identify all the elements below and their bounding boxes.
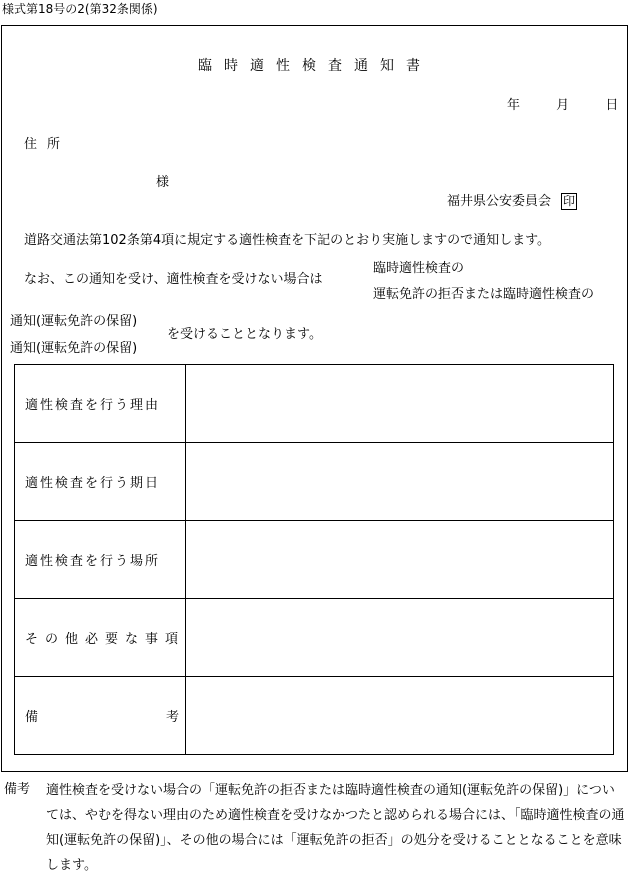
row-label: 備 考 <box>15 677 186 755</box>
table-row <box>15 677 614 755</box>
consequence-option-2: 運転免許の拒否または臨時適性検査の <box>373 287 595 302</box>
issuer-line <box>447 190 577 210</box>
table-row <box>15 365 614 443</box>
row-value[interactable] <box>186 365 614 443</box>
honorific: 様 <box>156 175 170 190</box>
issuer-name: 福井県公安委員会 <box>447 194 552 209</box>
remarks-text: 適性検査を受けない場合の「運転免許の拒否または臨時適性検査の通知(運転免許の保留)」については、やむを得ない理由のため適性検査を受けなかつたと認められる場合には、「臨時適性検査の通知(運転免許の保留)」、その他の場合には「運転免許の拒否」の処分を受けることとなることを意味します。 <box>46 783 625 873</box>
month-label: 月 <box>556 98 570 113</box>
consequence-option-4: 通知(運転免許の保留) <box>10 341 138 356</box>
date-line <box>503 94 618 113</box>
detail-table <box>14 364 614 755</box>
document-title: 臨時適性検査通知書 <box>198 58 432 74</box>
consequence-option-1: 臨時適性検査の <box>373 261 465 276</box>
seal-mark: 印 <box>563 194 576 208</box>
consequence-option-3: 通知(運転免許の保留) <box>10 314 138 329</box>
table-row <box>15 521 614 599</box>
remarks-heading: 備考 <box>4 782 31 797</box>
consequence-lead: なお、この通知を受け、適性検査を受けない場合は <box>24 272 323 287</box>
row-value[interactable] <box>186 521 614 599</box>
row-value[interactable] <box>186 677 614 755</box>
row-label: 適性検査を行う期日 <box>15 443 186 521</box>
row-label: 適性検査を行う場所 <box>15 521 186 599</box>
row-label: その他必要な事項 <box>15 599 186 677</box>
address-label: 住所 <box>24 137 71 152</box>
row-label: 適性検査を行う理由 <box>15 365 186 443</box>
year-label: 年 <box>507 98 521 113</box>
table-row <box>15 599 614 677</box>
consequence-tail: を受けることとなります。 <box>167 327 322 342</box>
form-number: 様式第18号の2(第32条関係) <box>2 2 158 16</box>
row-value[interactable] <box>186 443 614 521</box>
notice-text: 道路交通法第102条第4項に規定する適性検査を下記のとおり実施しますので通知します。 <box>24 233 551 248</box>
row-value[interactable] <box>186 599 614 677</box>
table-row <box>15 443 614 521</box>
day-label: 日 <box>605 98 619 113</box>
